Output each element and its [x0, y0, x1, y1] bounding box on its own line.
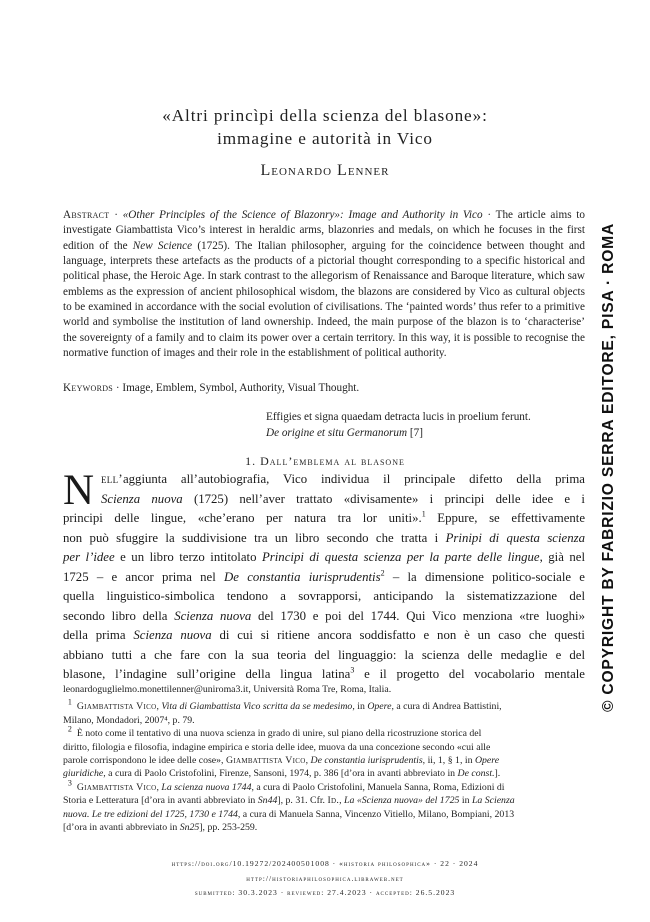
- epigraph-source-ref: [7]: [407, 427, 423, 439]
- page-footer: [40, 857, 610, 901]
- body-run: non può sfuggire la suddivisione tra un libro secondo che tratta i: [63, 530, 446, 545]
- fn-run: , a cura di Paolo Cristofolini, Manuela Sanna, Roma, Edizioni di: [251, 781, 505, 793]
- author-name: Leonardo Lenner: [260, 162, 390, 179]
- body-line: [63, 529, 585, 549]
- fn-run: Sn25: [179, 822, 200, 834]
- body-run: Scienza nuova: [133, 628, 212, 642]
- footnote-3: [63, 778, 585, 794]
- keywords-text: · Image, Emblem, Symbol, Authority, Visual Thought.: [113, 382, 360, 394]
- fn-run: È noto come il tentativo di una nuova scienza in grado di unire, sul piano della ricostruzione storica del: [76, 728, 482, 740]
- fn-run: [d’ora in avanti abbreviato in: [63, 822, 180, 834]
- body-run: secondo libro della: [63, 608, 175, 623]
- body-run: , già nel: [539, 550, 586, 564]
- fn-author: Giambattista Vico: [225, 755, 306, 767]
- body-run: blasone, l’indagine sull’origine della lingua latina: [63, 667, 351, 681]
- body-line: [63, 626, 585, 646]
- epigraph: [266, 409, 596, 441]
- footnote-3-cont: [63, 821, 585, 834]
- fn-run: , ii, 1, § 1, in: [422, 755, 475, 767]
- fn-run: ,: [339, 795, 345, 807]
- abstract: [63, 208, 585, 361]
- body-run: e un libro terzo intitolato: [114, 550, 262, 564]
- body-run: di cui si ritiene ancora soddisfatto e non è un caso che questi: [211, 628, 585, 642]
- body-line: [63, 568, 585, 588]
- fn-run: Vita di Giambattista Vico scritta da se medesimo: [161, 701, 353, 713]
- body-line: [63, 665, 585, 685]
- fn-run: ,: [156, 701, 162, 713]
- epigraph-quote: Effigies et signa quaedam detracta lucis in proelium ferunt.: [266, 411, 531, 423]
- footnote-ref[interactable]: 3: [350, 665, 355, 675]
- fn-run: Storia e Letteratura [d’ora in avanti abbreviato in: [63, 795, 258, 807]
- fn-run: ,: [156, 781, 162, 793]
- fn-run: De constantia iurisprudentis: [310, 755, 423, 767]
- fn-run: in: [459, 795, 472, 807]
- keywords: [63, 381, 585, 396]
- body-line: [63, 509, 585, 529]
- title-line-2: immagine e autorità in Vico: [217, 129, 433, 148]
- body-paragraph: [63, 467, 586, 685]
- fn-run: Opere: [474, 755, 500, 767]
- fn-run: La scienza nuova 1744: [161, 781, 252, 793]
- body-run: ell’: [101, 472, 123, 486]
- body-run: Scienza nuova: [101, 491, 183, 506]
- footnotes: [63, 683, 585, 834]
- fn-run: De const.: [457, 768, 495, 780]
- article-title: [40, 104, 610, 150]
- body-run: 1725 – e ancor prima nel: [63, 569, 225, 584]
- body-run: del 1730 e poi del 1744. Qui Vico menziona «tre luoghi»: [251, 608, 585, 623]
- body-run: e il progetto del vocabolario mentale: [354, 667, 585, 681]
- fn-run: Id.: [327, 795, 340, 807]
- doi-link[interactable]: https://doi.org/10.19272/202400501008 · «historia philosophica» · 22 · 2024: [171, 859, 479, 868]
- epigraph-source: [266, 425, 596, 441]
- fn-run: ].: [494, 768, 501, 780]
- abstract-text-1: · The article aims to investigate Giambattista Vico’s interest in heraldic arms, blazonries and medals, on which he focuses in the first edition of the: [63, 209, 585, 252]
- copyright-notice: © COPYRIGHT BY FABRIZIO SERRA EDITORE, PISA · ROMA: [600, 222, 617, 712]
- abstract-title: «Other Principles of the Science of Blazonry»: Image and Authority in Vico: [122, 209, 483, 221]
- footnote-number: 2: [67, 724, 72, 734]
- abstract-text-2: (1725). The Italian philosopher, arguing for the coincidence between thought and language, interprets these artefacts as the products of a pictorial thought corresponding to a specific historical and political phase, the Heroic Age. In stark contrast to the allegorism of Renaissance and Baroque literature, which saw emblems as the expression of ancient philosophical wisdom, the blazons are considered by Vico as cultural objects to be examined in accordance with the social evolution of civilisations. The ‘painted words’ thus refer to a primitive world and symbolise the institution of land ownership. Indeed, the main purpose of the blazon is to ‘characterise’ the sovereignty of a family and to claim its power over a certain territory. In this way, it is possible to recognise the normative function of images and their role in the establishment of political authority.: [63, 239, 585, 360]
- fn-author: Giambattista Vico: [76, 781, 157, 793]
- fn-run: La «Scienza nuova» del 1725: [344, 795, 460, 807]
- body-line: [63, 548, 585, 568]
- fn-run: ,: [305, 755, 311, 767]
- fn-run: , in: [352, 701, 368, 713]
- abstract-label: Abstract: [63, 209, 110, 221]
- title-line-1: «Altri princìpi della scienza del blasone»:: [162, 106, 488, 125]
- footnote-2-cont: [63, 754, 585, 767]
- fn-run: parole corrispondono le idee delle cose»,: [63, 755, 226, 767]
- abstract-new-science: New Science: [132, 239, 193, 252]
- footnote-ref[interactable]: 2: [380, 568, 385, 578]
- fn-run: , a cura di Paolo Cristofolini, Firenze, Sansoni, 1974, p. 386 [d’ora in avanti abbreviato in: [103, 768, 458, 780]
- body-run: Eppure, se effettivamente: [425, 511, 586, 525]
- body-run: abbiano tutti a che fare con la sua teoria del linguaggio: la scienza delle medaglie e del: [63, 647, 585, 662]
- body-run: per l’idee: [63, 550, 115, 564]
- footnote-ref[interactable]: 1: [421, 509, 426, 519]
- fn-run: ], pp. 253-259.: [199, 822, 258, 834]
- affiliation: leonardoguglielmo.monettilenner@uniroma3.it, Università Roma Tre, Roma, Italia.: [63, 684, 392, 695]
- fn-run: nuova. Le tre edizioni del 1725, 1730 e 1744: [63, 808, 238, 820]
- body-run: Prinipi di questa scienza: [445, 530, 585, 545]
- footnote-3-cont: [63, 808, 585, 821]
- body-line: [63, 587, 585, 607]
- footnote-number: 1: [67, 698, 72, 708]
- fn-run: ], p. 31. Cfr.: [277, 795, 328, 807]
- footnote-2-cont: [63, 767, 585, 780]
- footnote-2-cont: diritto, filologia e filosofia, indagine empirica e storia delle idee, muova da una concezione secondo «cui alle: [63, 741, 491, 753]
- fn-run: giuridiche: [63, 768, 104, 780]
- fn-author: Giambattista Vico: [76, 701, 157, 713]
- section-heading: 1. Dall’emblema al blasone: [245, 454, 405, 468]
- body-run: Scienza nuova: [174, 608, 252, 623]
- footnote-number: 3: [67, 778, 72, 788]
- body-line: [63, 470, 585, 490]
- journal-url-link[interactable]: http://historiaphilosophica.libraweb.net: [246, 873, 404, 883]
- footnote-1-cont: Milano, Mondadori, 2007⁴, p. 79.: [63, 714, 195, 726]
- footnote-1: [63, 700, 585, 713]
- submission-dates: submitted: 30.3.2023 · reviewed: 27.4.2023 · accepted: 26.5.2023: [194, 888, 456, 897]
- body-run: quella linguistico-simbolica tendono a sovrapporsi, anticipando la sistematizzazione del: [63, 589, 585, 603]
- body-line: [63, 646, 585, 666]
- body-line: [63, 607, 585, 627]
- footnote-3-cont: [63, 794, 585, 807]
- body-run: della prima: [63, 628, 134, 642]
- body-run: Principi di questa scienza per la parte delle lingue: [261, 550, 540, 564]
- fn-run: Opere: [367, 701, 392, 713]
- body-run: – la dimensione politico-sociale e: [384, 569, 585, 584]
- keywords-label: Keywords: [63, 382, 114, 394]
- abstract-separator: ·: [109, 209, 123, 221]
- body-run: principi delle lingue, «che’erano per natura tra lor uniti».: [63, 511, 422, 525]
- fn-run: , a cura di Andrea Battistini,: [391, 701, 502, 713]
- drop-cap: N: [63, 467, 95, 514]
- body-run: (1725) nell’aver trattato «divisamente» i principi delle idee e i: [182, 491, 585, 506]
- fn-run: Sn44: [257, 795, 278, 807]
- body-line: [63, 490, 585, 510]
- body-run: De constantia iurisprudentis: [224, 569, 381, 584]
- epigraph-source-title: De origine et situ Germanorum: [266, 427, 408, 439]
- footnote-2: [63, 724, 585, 740]
- fn-run: La Scienza: [471, 795, 515, 807]
- fn-run: , a cura di Manuela Sanna, Vincenzo Vitiello, Milano, Bompiani, 2013: [237, 808, 515, 820]
- body-run: aggiunta all’autobiografia, Vico individua il principale difetto della prima: [122, 472, 585, 486]
